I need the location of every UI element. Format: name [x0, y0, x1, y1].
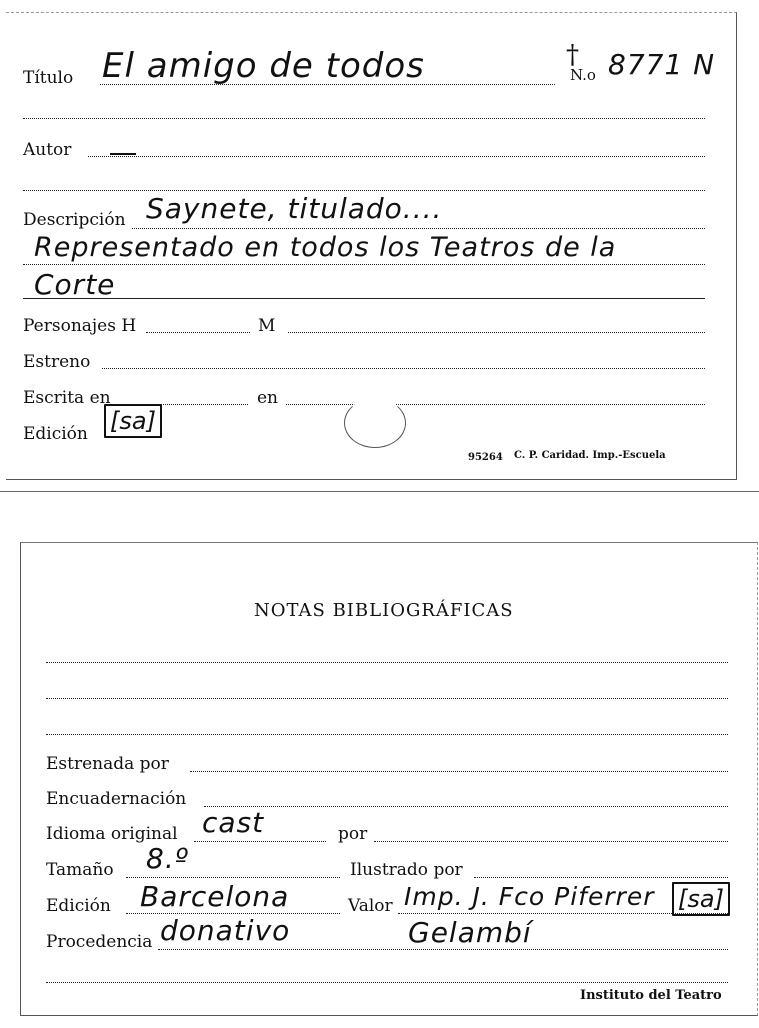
- ilustrado-label: Ilustrado por: [350, 860, 463, 880]
- descripcion-line-2: [23, 264, 705, 265]
- numero-value: 8771 N: [608, 48, 716, 81]
- en-line: [286, 404, 705, 405]
- valor-label: Valor: [348, 896, 393, 916]
- notes-line-2: [46, 698, 728, 699]
- final-line: [46, 982, 728, 983]
- numero-label: N.o: [570, 66, 596, 84]
- tamano-label: Tamaño: [46, 860, 114, 880]
- encuadernacion-label: Encuadernación: [46, 789, 187, 809]
- personajes-h-line: [146, 332, 250, 333]
- autor-label: Autor: [23, 140, 72, 160]
- personajes-m-line: [288, 332, 705, 333]
- notas-heading: NOTAS BIBLIOGRÁFICAS: [254, 600, 514, 621]
- blank-line-2: [23, 190, 705, 191]
- cut-line: [0, 491, 759, 492]
- estrenada-line: [190, 771, 728, 772]
- cross-mark: †: [566, 40, 579, 70]
- ilustrado-line: [474, 877, 728, 878]
- idioma-value: cast: [202, 806, 265, 839]
- escrita-label: Escrita en: [23, 388, 111, 408]
- edicion-front-value: [sa]: [104, 404, 162, 438]
- valor-value: Imp. J. Fco Piferrer: [404, 882, 655, 911]
- procedencia-extra: Gelambí: [408, 916, 532, 949]
- descripcion-line: [132, 228, 705, 229]
- procedencia-line: [158, 949, 728, 950]
- por-line: [374, 841, 728, 842]
- autor-line: [88, 156, 705, 157]
- notes-line-3: [46, 734, 728, 735]
- notes-line-1: [46, 662, 728, 663]
- descripcion-line1: Saynete, titulado....: [146, 192, 443, 225]
- titulo-value: El amigo de todos: [102, 46, 425, 86]
- titulo-label: Título: [23, 68, 74, 88]
- punch-hole: [344, 398, 406, 448]
- descripcion-line3: Corte: [34, 268, 116, 301]
- tamano-line: [126, 877, 340, 878]
- edicion-front-label: Edición: [23, 424, 88, 444]
- printer-name: C. P. Caridad. Imp.-Escuela: [514, 450, 666, 461]
- blank-line-1: [23, 118, 705, 119]
- tamano-value: 8.º: [146, 842, 189, 875]
- m-label: M: [258, 316, 276, 336]
- idioma-label: Idioma original: [46, 824, 178, 844]
- valor-bracket: [sa]: [672, 882, 730, 916]
- autor-dash: [110, 153, 136, 155]
- printer-code: 95264: [468, 452, 503, 463]
- edicion-back-value: Barcelona: [140, 880, 290, 913]
- idioma-line: [194, 841, 326, 842]
- procedencia-value: donativo: [160, 914, 291, 947]
- personajes-label: Personajes H: [23, 316, 137, 336]
- en-label: en: [257, 388, 279, 408]
- encuadernacion-line: [204, 806, 728, 807]
- procedencia-label: Procedencia: [46, 932, 153, 952]
- descripcion-line2: Representado en todos los Teatros de la: [34, 232, 617, 263]
- institute-name: Instituto del Teatro: [580, 988, 722, 1003]
- edicion-back-label: Edición: [46, 896, 111, 916]
- descripcion-line-3: [23, 298, 705, 299]
- estreno-label: Estreno: [23, 352, 91, 372]
- estrenada-label: Estrenada por: [46, 754, 169, 774]
- por-label: por: [338, 824, 368, 844]
- estreno-line: [102, 368, 705, 369]
- descripcion-label: Descripción: [23, 210, 126, 230]
